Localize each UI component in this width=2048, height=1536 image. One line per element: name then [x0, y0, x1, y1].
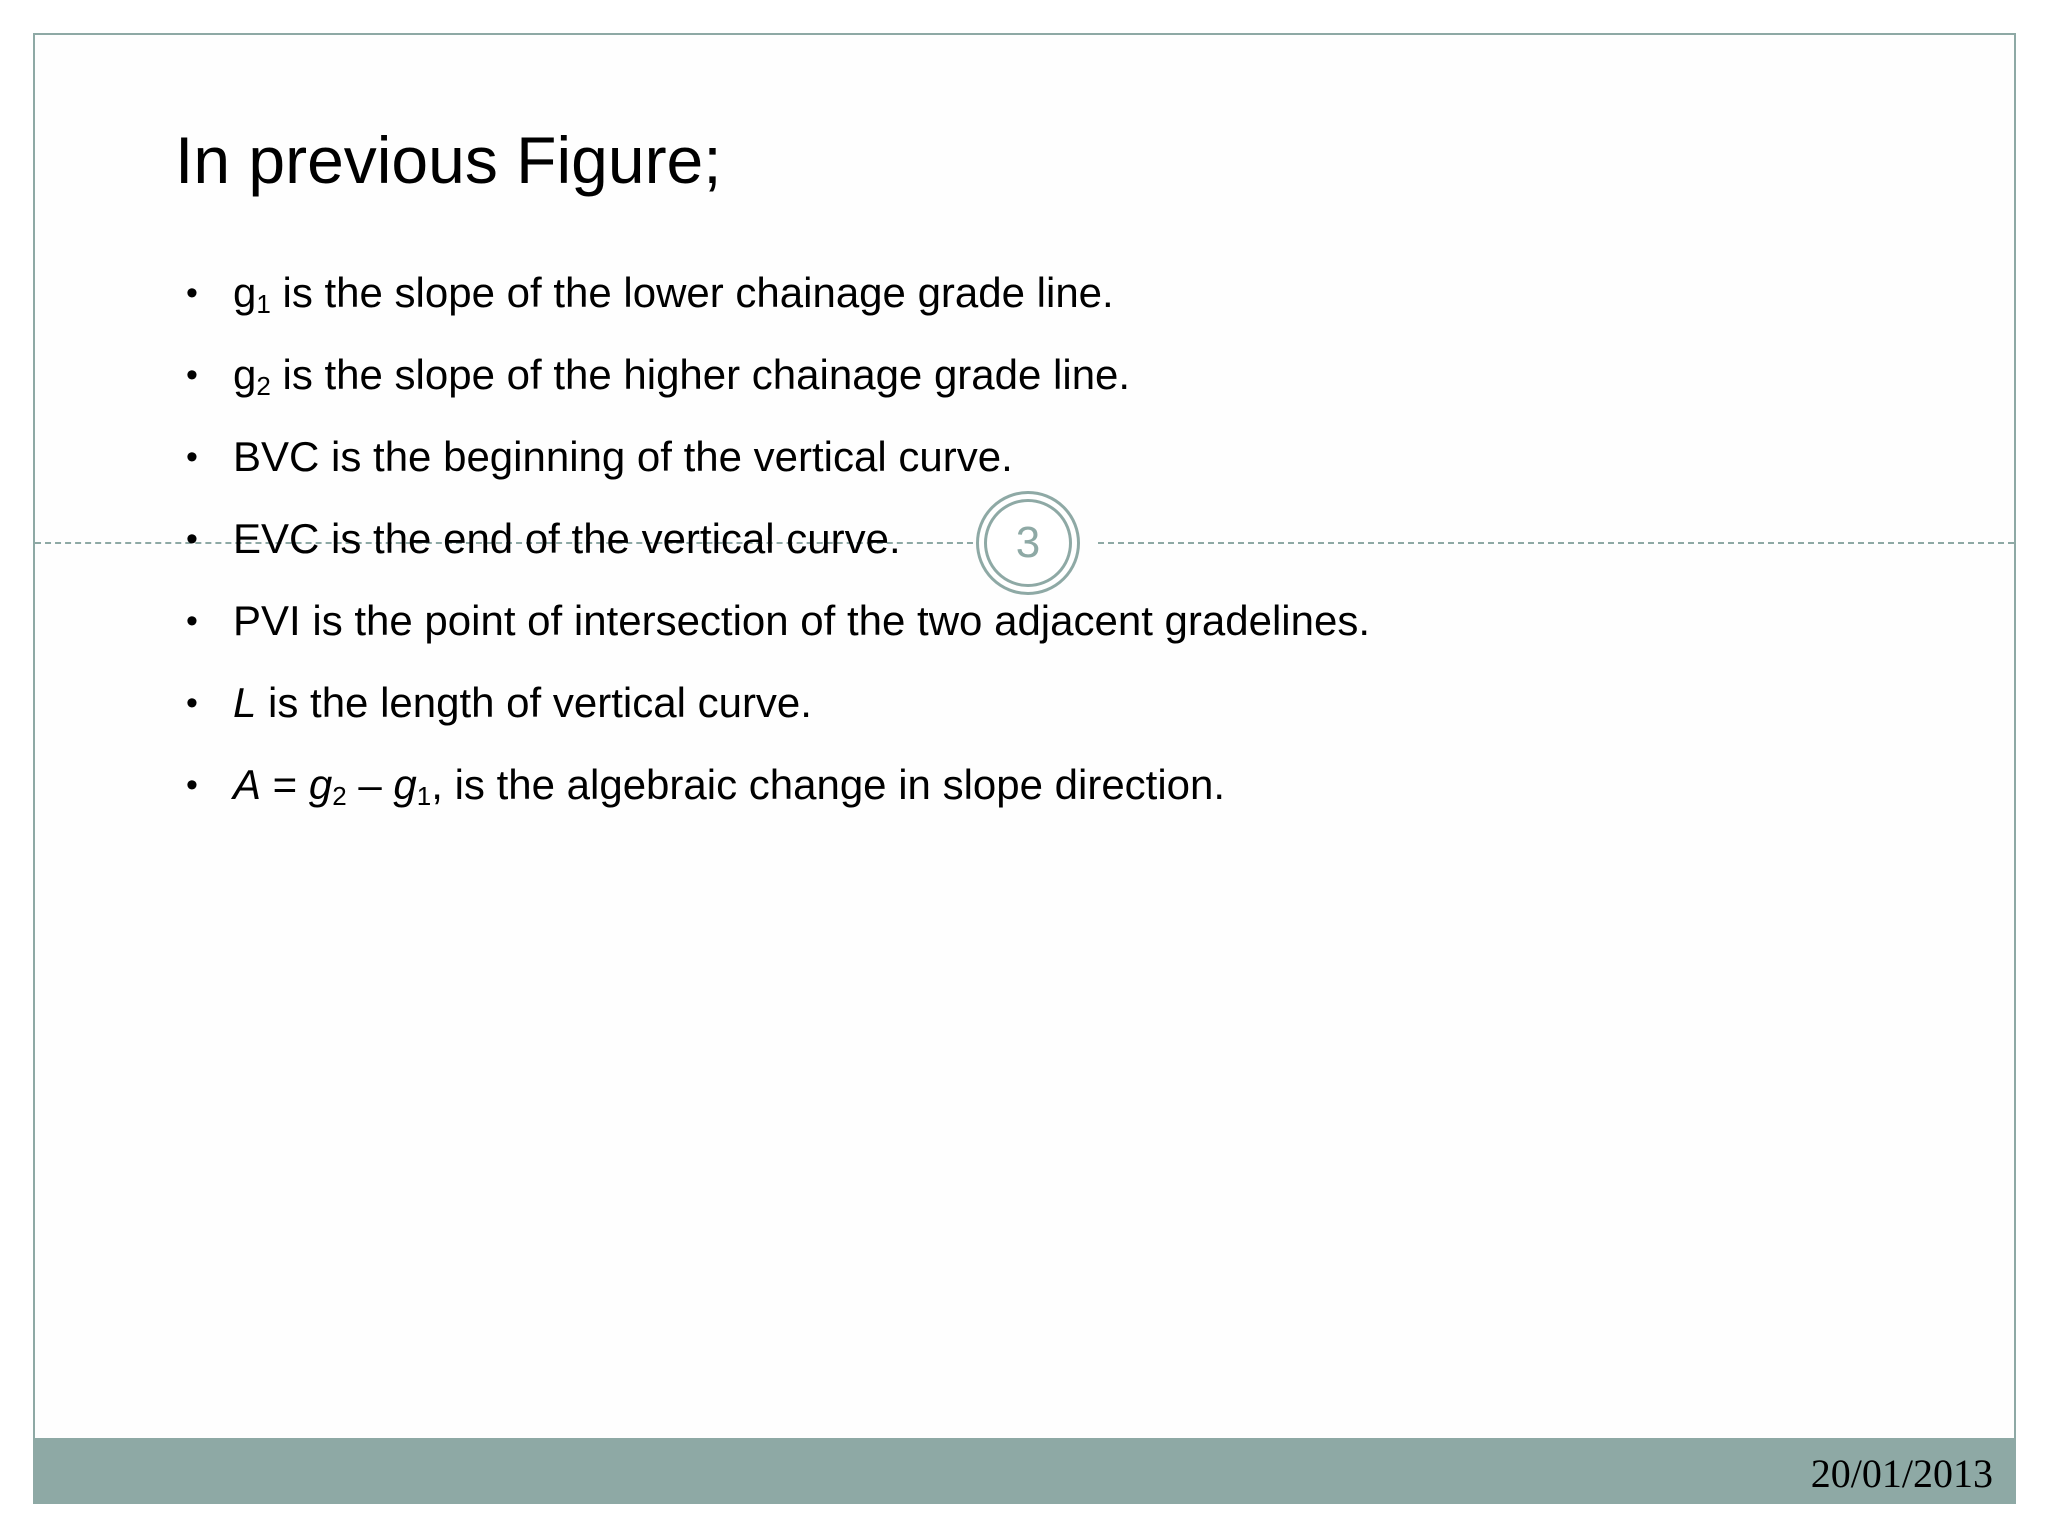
bullet-subscript: 2: [332, 781, 347, 811]
bullet-dot-icon: •: [186, 356, 198, 394]
slide-number-badge: [976, 491, 1080, 595]
bullet-italic-text: L: [233, 679, 257, 726]
bullet-italic-text: A: [233, 761, 262, 808]
footer-bar: [35, 1438, 2014, 1502]
bullet-text: =: [261, 761, 309, 808]
bullet-item: [186, 345, 1886, 427]
bullet-dot-icon: •: [186, 274, 198, 312]
bullet-dot-icon: •: [186, 438, 198, 476]
bullet-text: PVI is the point of intersection of the two adjacent gradelines.: [233, 597, 1371, 644]
footer-date: 20/01/2013: [1810, 1451, 1993, 1496]
bullet-text: is the slope of the higher chainage grade line.: [270, 351, 1131, 398]
bullet-dot-icon: •: [186, 520, 198, 558]
bullet-item: [186, 591, 1886, 673]
bullet-text: EVC is the end of the vertical curve.: [233, 515, 901, 562]
bullet-text: g: [233, 269, 257, 316]
bullet-dot-icon: •: [186, 602, 198, 640]
slide-title: In previous Figure;: [175, 123, 722, 197]
bullet-subscript: 1: [256, 289, 271, 319]
bullet-italic-text: g: [308, 761, 333, 808]
bullet-dot-icon: •: [186, 684, 198, 722]
bullet-text: BVC is the beginning of the vertical curve.: [233, 433, 1013, 480]
bullet-item: [186, 755, 1886, 837]
bullet-dot-icon: •: [186, 766, 198, 804]
bullet-text: –: [346, 761, 394, 808]
bullet-italic-text: g: [393, 761, 417, 808]
bullet-text: g: [233, 351, 257, 398]
bullet-item: [186, 263, 1886, 345]
bullet-text: is the slope of the lower chainage grade line.: [270, 269, 1114, 316]
bullet-text: , is the algebraic change in slope direction.: [431, 761, 1226, 808]
bullet-subscript: 2: [256, 371, 271, 401]
bullet-text: is the length of vertical curve.: [256, 679, 812, 726]
bullet-subscript: 1: [416, 781, 432, 811]
slide-number: 3: [1015, 518, 1041, 567]
bullet-item: [186, 673, 1886, 755]
